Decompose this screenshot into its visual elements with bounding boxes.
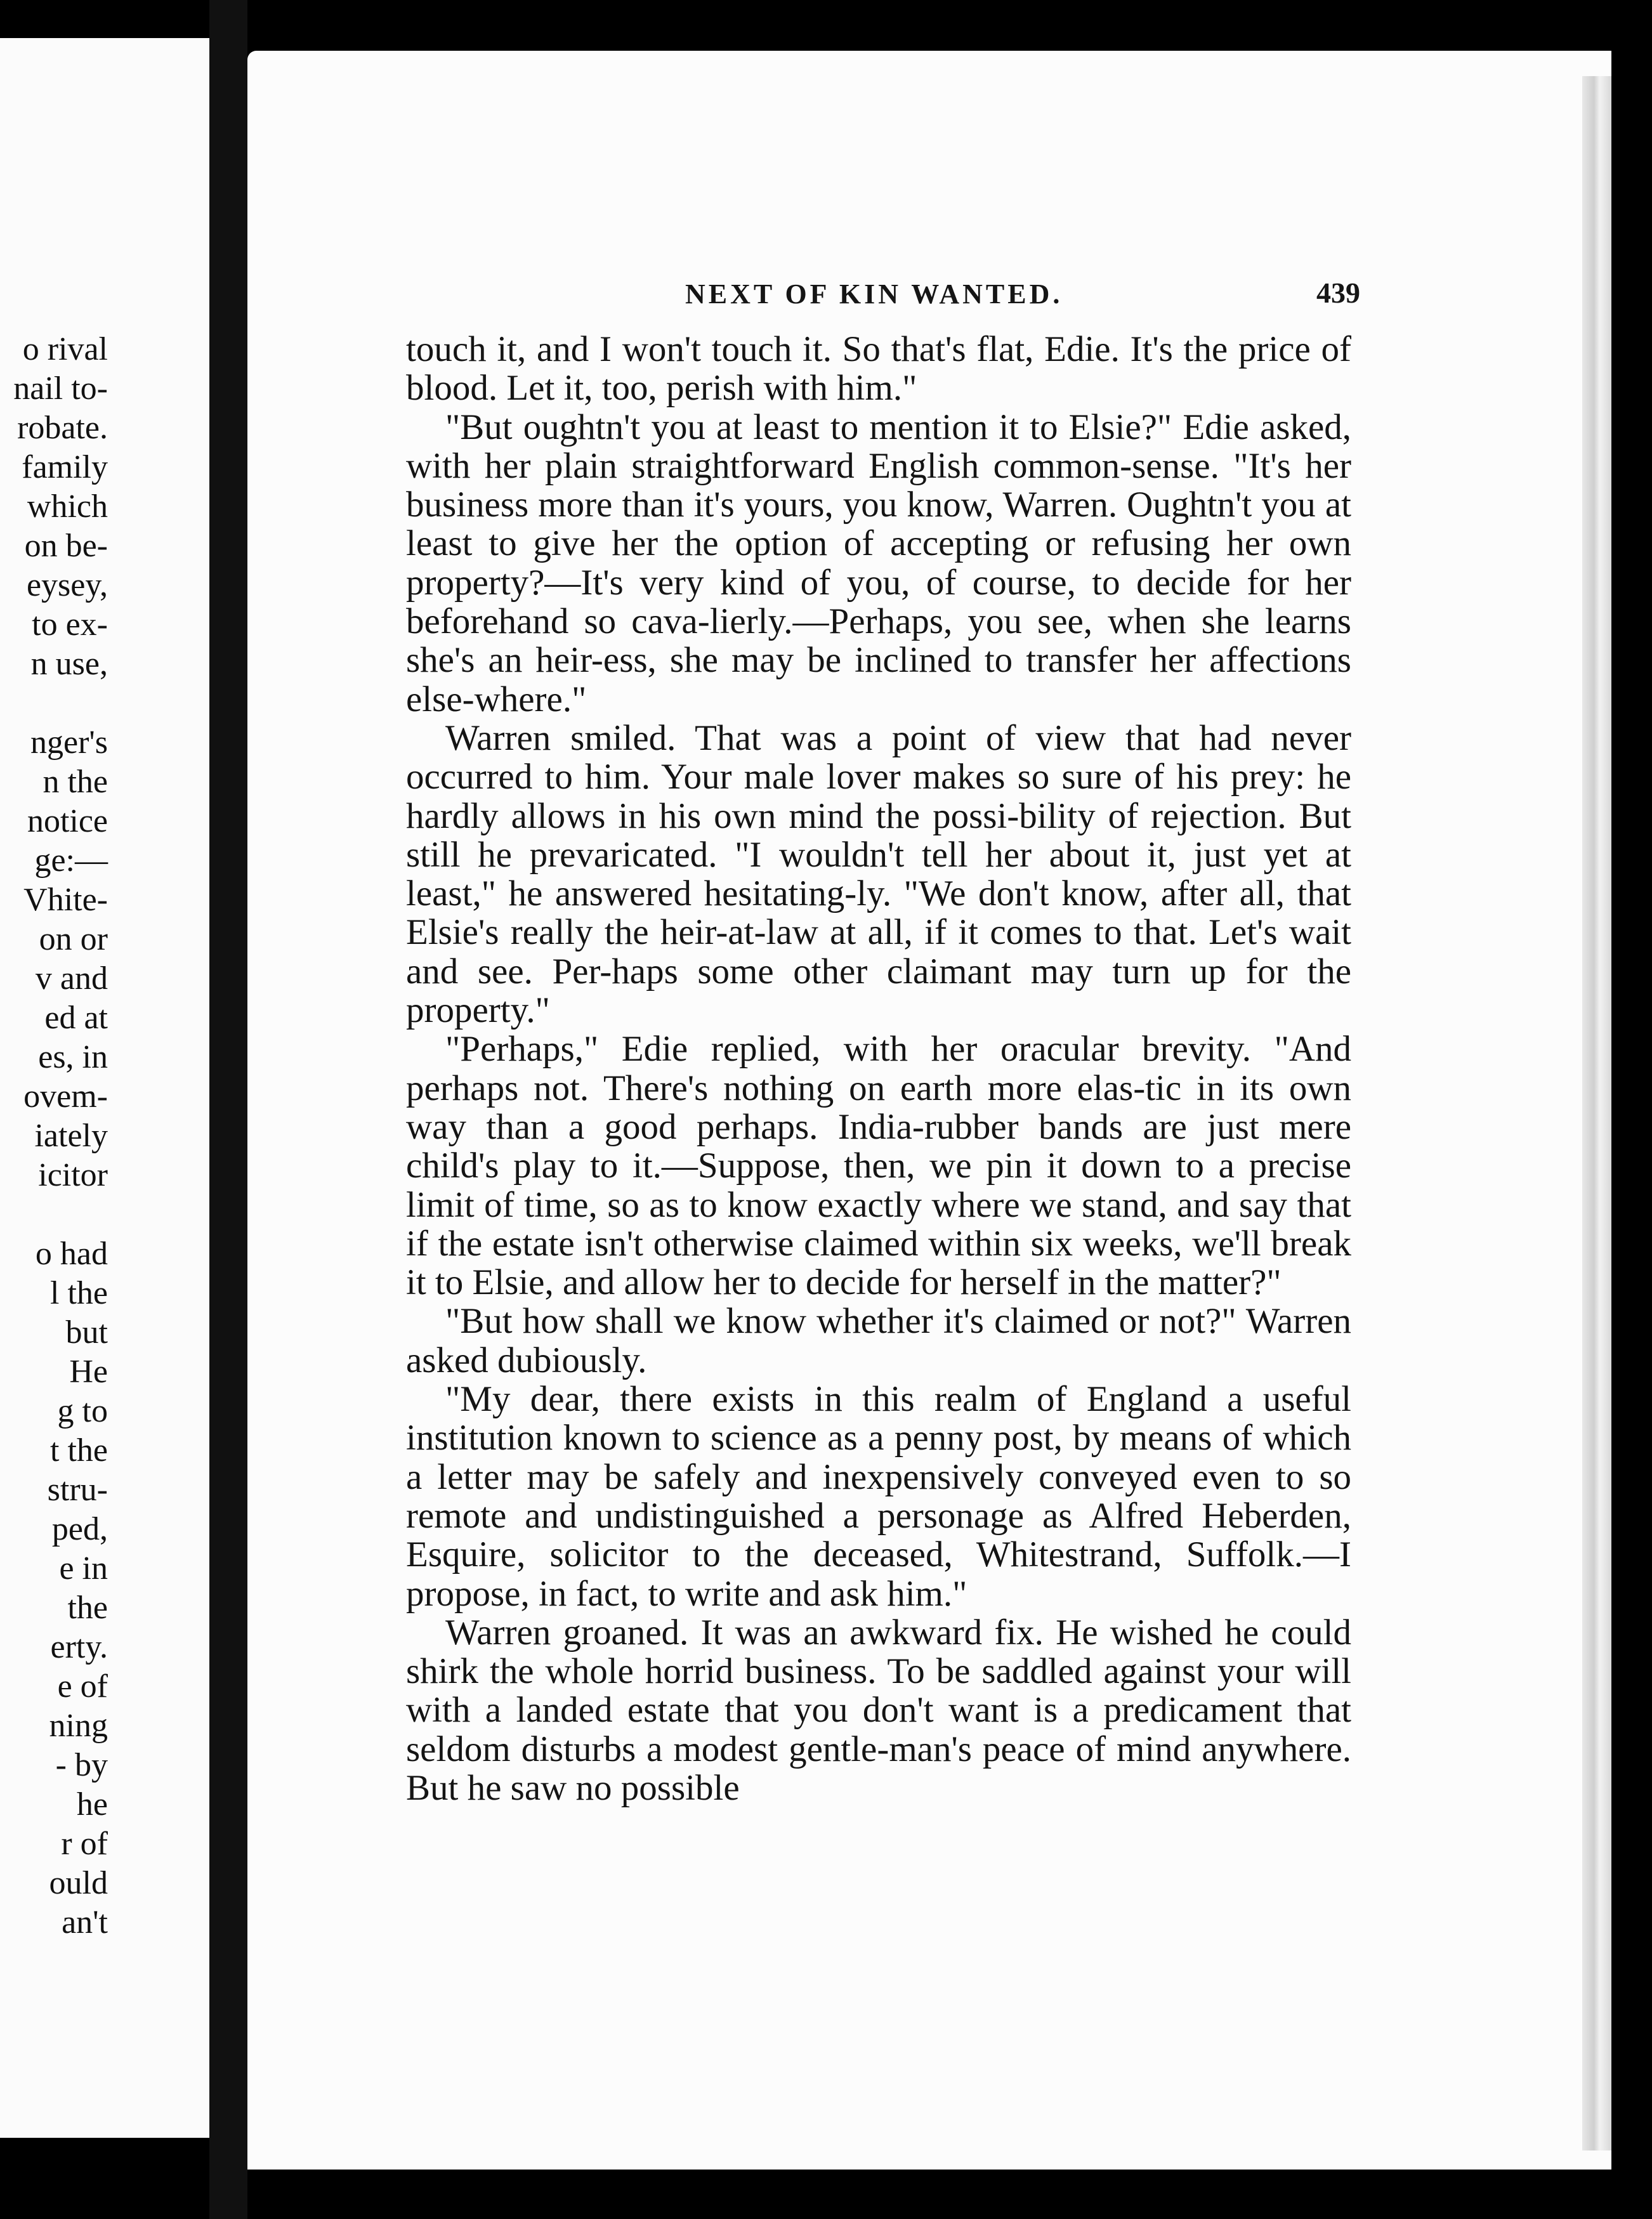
left-fragment-line: which bbox=[27, 488, 108, 525]
left-fragment-line: g to bbox=[57, 1393, 108, 1429]
book-gutter bbox=[209, 0, 247, 2219]
left-fragment-line: eysey, bbox=[26, 567, 108, 603]
left-fragment-line bbox=[0, 1195, 108, 1234]
left-fragment-line: He bbox=[69, 1354, 108, 1390]
left-fragment-line: robate. bbox=[17, 410, 108, 446]
left-fragment-line: ed at bbox=[44, 1000, 108, 1036]
left-page-text-fragments bbox=[0, 330, 108, 1942]
paragraph: "But oughtn't you at least to mention it to Elsie?" Edie asked, with her plain straightforward English common-sense. "It's her business more than it's yours, you know, Warren. Oughtn't you at least to give her the option of accepting or refusing her own property?—It's very kind of you, of course, to decide for her beforehand so cava-lierly.—Perhaps, you see, when she learns she's an heir-ess, she may be inclined to transfer her affections else-where." bbox=[406, 407, 1351, 719]
left-fragment-line: on be- bbox=[24, 528, 108, 564]
left-fragment-line: e in bbox=[59, 1550, 108, 1587]
left-fragment-line: ning bbox=[49, 1708, 108, 1744]
left-fragment-line: notice bbox=[27, 803, 108, 839]
left-fragment-line: iately bbox=[34, 1118, 108, 1154]
left-fragment-line: he bbox=[76, 1786, 108, 1823]
paragraph: Warren smiled. That was a point of view that had never occurred to him. Your male lover makes so sure of his prey: he hardly allows in his own mind the possi-bility of rejection. But still he prevaricated. "I wouldn't tell her about it, just yet at least," he answered hesitating-ly. "We don't know, after all, that Elsie's really the heir-at-law at all, if it comes to that. Let's wait and see. Per-haps some other claimant may turn up for the property." bbox=[406, 717, 1351, 1031]
left-fragment-line: Vhite- bbox=[23, 882, 108, 918]
left-fragment-line: - by bbox=[55, 1747, 108, 1783]
left-fragment-line bbox=[0, 684, 108, 723]
running-head: NEXT OF KIN WANTED. bbox=[685, 278, 1063, 310]
paragraph: "Perhaps," Edie replied, with her oracular brevity. "And perhaps not. There's nothing on earth more elas-tic in its own way than a good perhaps. India-rubber bands are just mere child's play to it.—Suppose, then, we pin it down to a precise limit of time, so as to know exactly where we stand, and say that if the estate isn't otherwise claimed within six weeks, we'll break it to Elsie, and allow her to decide for herself in the matter?" bbox=[406, 1029, 1351, 1303]
left-fragment-line: nger's bbox=[30, 724, 108, 761]
paragraph: "My dear, there exists in this realm of England a useful institution known to science as a penny post, by means of which a letter may be safely and inexpensively conveyed even to so remote and undistinguished a personage as Alfred Heberden, Esquire, solicitor to the deceased, Whitestrand, Suffolk.—I propose, in fact, to write and ask him." bbox=[406, 1379, 1351, 1614]
left-page-edge bbox=[0, 38, 209, 2138]
left-fragment-line: ped, bbox=[51, 1511, 108, 1547]
left-fragment-line: e of bbox=[57, 1668, 108, 1705]
left-fragment-line: stru- bbox=[47, 1472, 108, 1508]
left-fragment-line: o rival bbox=[22, 331, 108, 367]
left-fragment-line: an't bbox=[62, 1904, 108, 1941]
left-fragment-line: family bbox=[22, 449, 108, 485]
left-fragment-line: l the bbox=[50, 1275, 108, 1311]
left-fragment-line: es, in bbox=[38, 1039, 108, 1075]
left-fragment-line: v and bbox=[35, 960, 108, 997]
left-fragment-line: o had bbox=[35, 1236, 108, 1272]
left-fragment-line: n use, bbox=[30, 646, 108, 682]
left-fragment-line: t the bbox=[50, 1432, 108, 1469]
left-fragment-line: ge:— bbox=[34, 842, 108, 879]
left-fragment-line: r of bbox=[61, 1826, 108, 1862]
left-fragment-line: icitor bbox=[38, 1157, 108, 1193]
left-fragment-line: nail to- bbox=[13, 370, 108, 407]
left-fragment-line: n the bbox=[43, 764, 108, 800]
left-fragment-line: erty. bbox=[50, 1629, 108, 1665]
left-fragment-line: the bbox=[67, 1590, 108, 1626]
paragraph: "But how shall we know whether it's claimed or not?" Warren asked dubiously. bbox=[406, 1301, 1351, 1380]
body-text bbox=[406, 330, 1351, 1807]
book-page bbox=[247, 51, 1611, 2170]
paragraph: Warren groaned. It was an awkward fix. He wished he could shirk the whole horrid business. To be saddled against your will with a landed estate that you don't want is a predicament that seldom disturbs a modest gentle-man's peace of mind anywhere. But he saw no possible bbox=[406, 1612, 1351, 1808]
page-edge-shadow bbox=[1582, 76, 1611, 2150]
left-fragment-line: ould bbox=[49, 1865, 108, 1901]
left-fragment-line: to ex- bbox=[32, 606, 108, 643]
left-fragment-line: but bbox=[65, 1314, 108, 1351]
paragraph: touch it, and I won't touch it. So that's flat, Edie. It's the price of blood. Let it, too, perish with him." bbox=[406, 329, 1351, 409]
left-fragment-line: on or bbox=[39, 921, 108, 957]
left-fragment-line: ovem- bbox=[23, 1078, 108, 1115]
page-number: 439 bbox=[1316, 277, 1360, 309]
